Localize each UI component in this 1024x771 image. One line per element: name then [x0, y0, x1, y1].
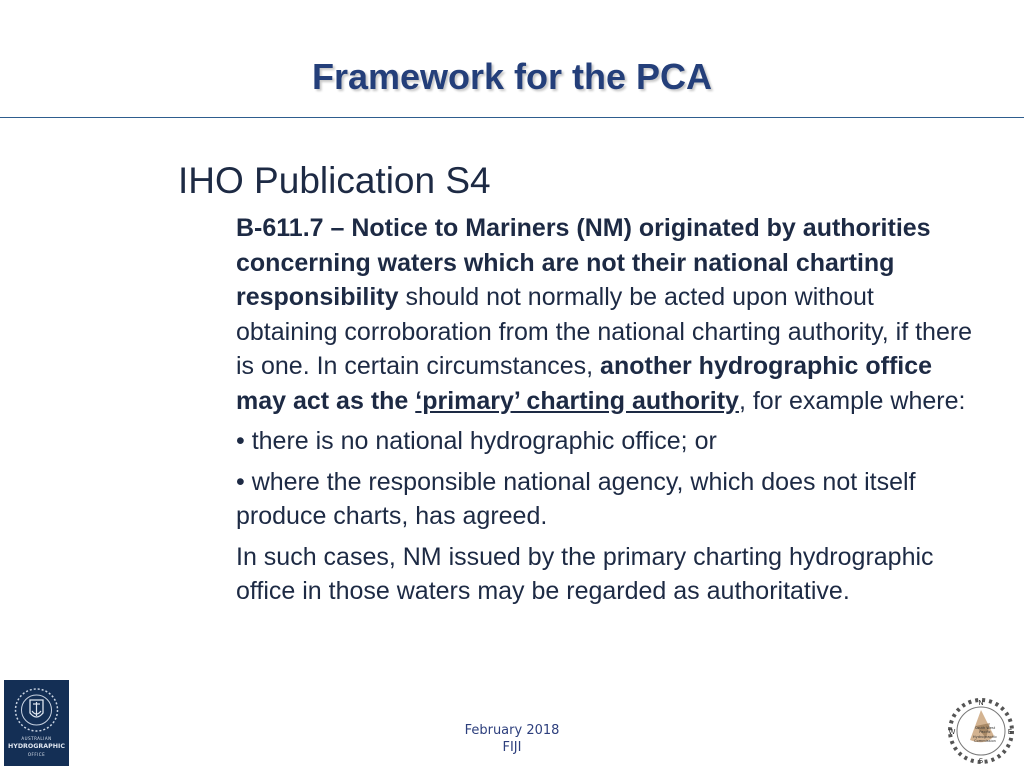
title-divider [0, 117, 1024, 118]
compass-west: W [948, 728, 956, 736]
body-text: should not normally be acted upon without obtaining corroboration from the national charting authority, if there is one. In certain circumstances, [236, 283, 973, 380]
closing-paragraph: In such cases, NM issued by the primary charting hydrographic office in those waters may be regarded as authoritative. [236, 542, 934, 605]
compass-south: S [978, 757, 984, 765]
bullet-item-1: • there is no national hydrographic office; or [236, 427, 717, 455]
compass-north: N [978, 699, 984, 707]
primary-charting-authority-text: ‘primary’ charting authority [415, 386, 739, 415]
bold-emphasis-text: another hydrographic office may act as the [236, 352, 933, 415]
slide-title: Framework for the PCA [311, 56, 713, 97]
paragraph-b611 [236, 211, 976, 418]
bullet-item-2: • where the responsible national agency, which does not itself produce charts, has agreed. [236, 467, 916, 530]
logo-left-line2: HYDROGRAPHIC [8, 743, 65, 750]
swphc-logo [946, 696, 1016, 766]
section-heading: IHO Publication S4 [178, 160, 491, 201]
logo-right-text: South West Pacific Hydrographic Commission [972, 726, 998, 744]
australian-hydrographic-office-logo [4, 680, 69, 766]
example-lead-text: , for example where: [738, 386, 966, 415]
crest-icon [13, 686, 60, 734]
compass-east: E [1007, 728, 1013, 736]
footer-location: FIJI [502, 740, 522, 755]
body-content [236, 211, 976, 609]
logo-left-line3: OFFICE [27, 752, 46, 757]
footer-date: February 2018 [464, 723, 560, 738]
logo-left-line1: AUSTRALIAN [21, 736, 52, 741]
bold-lead-text: B-611.7 – Notice to Mariners (NM) originated by authorities concerning waters which are not their national charting responsibility [236, 214, 931, 311]
footer [430, 722, 594, 756]
